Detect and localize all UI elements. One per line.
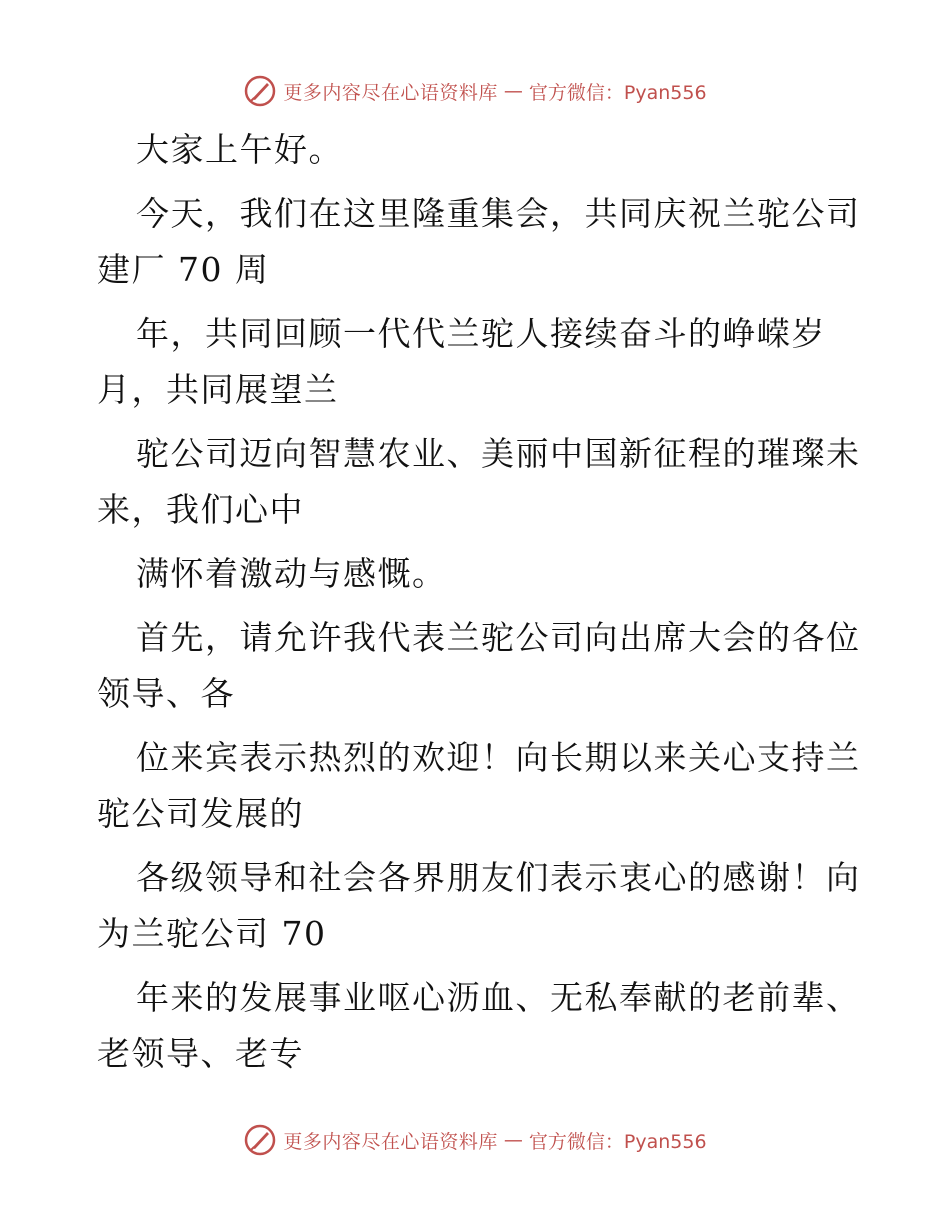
quill-logo-icon	[243, 74, 277, 108]
text-line: 驼公司发展的	[97, 794, 304, 833]
text-line: 年来的发展事业呕心沥血、无私奉献的老前辈、	[136, 978, 861, 1017]
document-body	[97, 122, 861, 1082]
watermark-site-text: 更多内容尽在心语资料库	[283, 1130, 498, 1153]
text-line: 满怀着激动与感慨。	[136, 554, 447, 593]
text-line: 驼公司迈向智慧农业、美丽中国新征程的璀璨未	[136, 434, 861, 473]
text-line: 各级领导和社会各界朋友们表示衷心的感谢！向	[136, 858, 861, 897]
watermark-separator: —	[503, 80, 523, 102]
watermark-wechat-text: 官方微信：Pyan556	[528, 81, 707, 104]
text-line: 今天，我们在这里隆重集会，共同庆祝兰驼公司	[136, 194, 861, 233]
text-line: 月，共同展望兰	[97, 370, 339, 409]
text-line: 年，共同回顾一代代兰驼人接续奋斗的峥嵘岁	[136, 314, 826, 353]
text-line: 建厂 70 周	[97, 250, 270, 289]
watermark-separator: —	[503, 1129, 523, 1151]
text-line: 为兰驼公司 70	[97, 914, 327, 953]
header-watermark	[0, 71, 950, 111]
text-line: 位来宾表示热烈的欢迎！向长期以来关心支持兰	[136, 738, 861, 777]
text-line: 来，我们心中	[97, 490, 304, 529]
watermark-site-text: 更多内容尽在心语资料库	[283, 81, 498, 104]
text-line: 领导、各	[97, 674, 235, 713]
watermark-wechat-text: 官方微信：Pyan556	[528, 1130, 707, 1153]
footer-watermark	[0, 1120, 950, 1160]
text-line: 老领导、老专	[97, 1034, 304, 1073]
text-line: 大家上午好。	[136, 130, 343, 169]
text-line: 首先，请允许我代表兰驼公司向出席大会的各位	[136, 618, 861, 657]
quill-logo-icon	[243, 1123, 277, 1157]
